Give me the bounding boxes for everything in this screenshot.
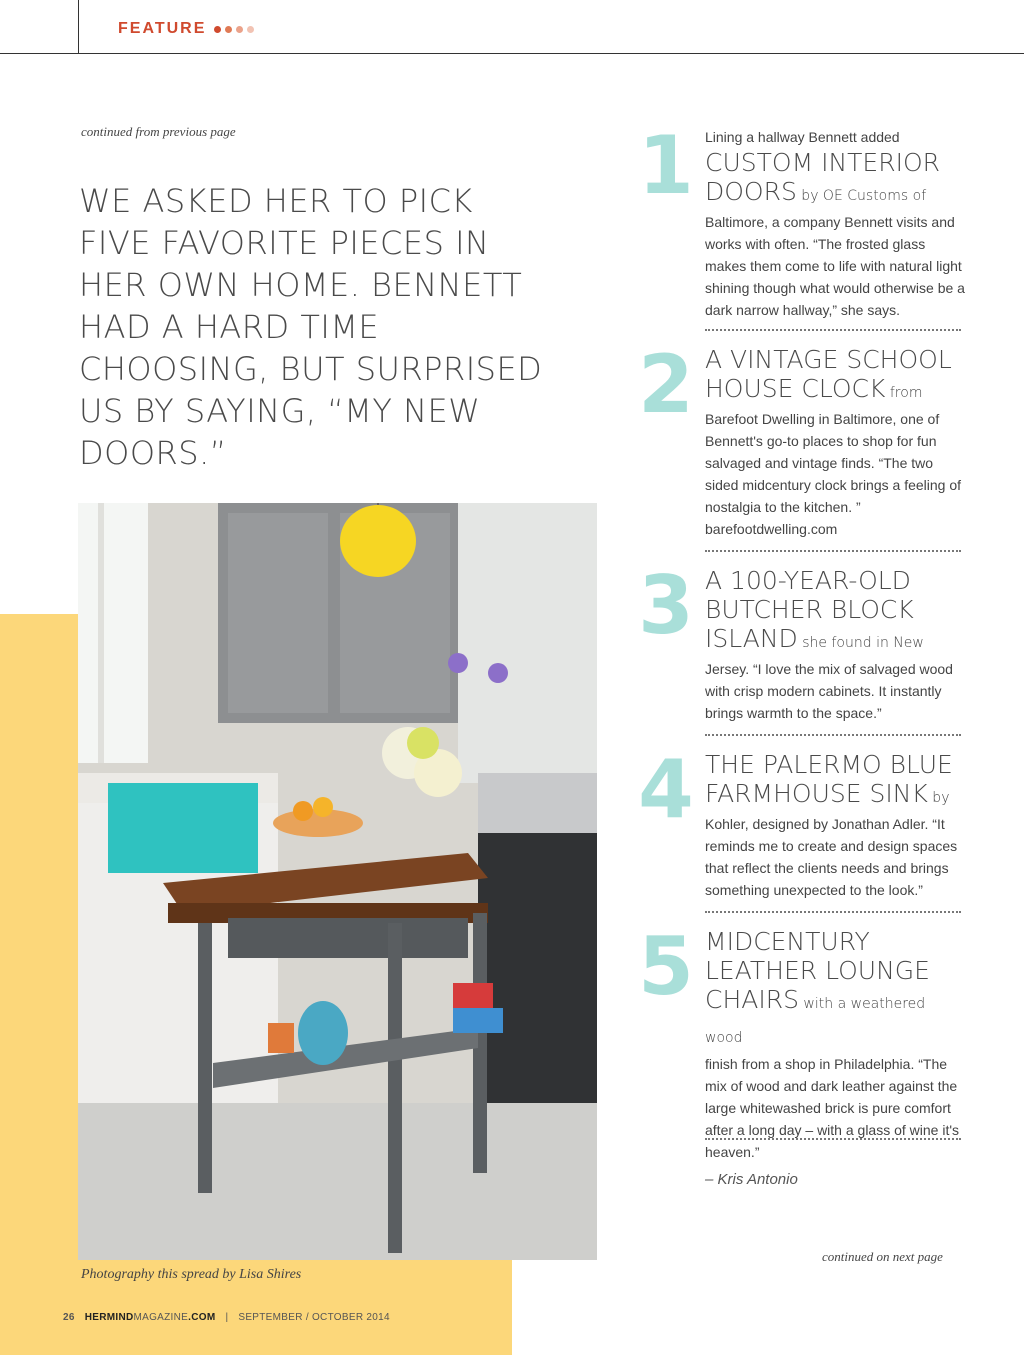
- section-dots: [214, 26, 254, 33]
- list-item: [636, 119, 966, 326]
- item-headline: [705, 750, 967, 813]
- section-label: [118, 20, 254, 38]
- item-number: 2: [638, 338, 694, 431]
- page-number: 26: [63, 1312, 75, 1323]
- item-headline-text: A VINTAGE SCHOOL HOUSE CLOCK: [705, 345, 952, 403]
- item-number: 4: [638, 743, 694, 836]
- item-number: 3: [638, 559, 694, 652]
- issue-date: SEPTEMBER / OCTOBER 2014: [238, 1312, 390, 1323]
- continued-on-next: continued on next page: [822, 1249, 943, 1264]
- item-body: Barefoot Dwelling in Baltimore, one of Bennett's go-to places to shop for fun salvaged and vintage finds. “The two sided midcentury clock brings a feeling of nostalgia to the kitchen. ” barefootdwelling.com: [705, 411, 962, 537]
- list-item: [636, 559, 966, 726]
- dot-1: [214, 26, 221, 33]
- item-headline: [705, 566, 967, 658]
- item-divider: [705, 911, 961, 913]
- accent-block-left: [0, 614, 78, 1355]
- item-lead: Lining a hallway Bennett added: [705, 129, 900, 145]
- item-number: 1: [638, 119, 694, 212]
- item-headline-text: THE PALERMO BLUE FARMHOUSE SINK: [705, 750, 953, 808]
- site-name-part-3: .COM: [188, 1312, 216, 1323]
- item-headline-tail: with a weathered wood: [705, 996, 926, 1046]
- item-headline-tail: from: [885, 385, 923, 401]
- item-number: 5: [638, 920, 694, 1013]
- folio-separator: |: [225, 1312, 229, 1323]
- photo-credit: Photography this spread by Lisa Shires: [81, 1267, 302, 1282]
- item-body: finish from a shop in Philadelphia. “The mix of wood and dark leather against the large whitewashed brick is pure comfort after a long day – with a glass of wine it's heaven.”: [705, 1056, 960, 1160]
- item-headline-tail: she found in New: [797, 635, 924, 651]
- list-item: [636, 743, 966, 910]
- folio: [63, 1312, 390, 1323]
- item-text: [705, 566, 967, 724]
- site-name: [85, 1312, 216, 1323]
- item-headline-text: MIDCENTURY LEATHER LOUNGE CHAIRS: [705, 927, 930, 1014]
- list-item: [636, 920, 966, 1160]
- dot-3: [236, 26, 243, 33]
- item-headline-tail: by OE Customs of: [796, 188, 927, 204]
- site-name-part-1: HERMIND: [84, 1312, 134, 1323]
- item-text: [705, 345, 967, 540]
- pull-quote: WE ASKED HER TO PICK FIVE FAVORITE PIECES IN HER OWN HOME. BENNETT HAD A HARD TIME CHOOSING, BUT SURPRISED US BY SAYING, “MY NEW DOORS.”: [79, 182, 543, 472]
- item-headline: [705, 927, 967, 1053]
- section-label-text: FEATURE: [118, 20, 207, 37]
- item-divider: [705, 550, 961, 552]
- item-text: [705, 126, 967, 321]
- dot-2: [225, 26, 232, 33]
- item-headline: [705, 148, 967, 211]
- item-headline-text: A 100-YEAR-OLD BUTCHER BLOCK ISLAND: [705, 566, 914, 653]
- header-divider: [0, 53, 1024, 54]
- header-divider-vertical: [78, 0, 79, 54]
- item-divider: [705, 329, 961, 331]
- item-body: Kohler, designed by Jonathan Adler. “It reminds me to create and design spaces that reflect the clients needs and brings something unexpected to the look.”: [705, 816, 958, 898]
- item-divider: [705, 734, 961, 736]
- item-headline: [705, 345, 967, 408]
- item-headline-text: CUSTOM INTERIOR DOORS: [705, 148, 941, 206]
- item-divider: [705, 1138, 961, 1140]
- list-item: [636, 338, 966, 545]
- item-text: [705, 927, 967, 1163]
- item-body: Baltimore, a company Bennett visits and works with often. “The frosted glass makes them come to life with natural light shining though what would otherwise be a dark narrow hallway,” she says.: [705, 214, 965, 318]
- item-text: [705, 750, 967, 901]
- kitchen-photo: [78, 503, 597, 1260]
- item-headline-tail: by: [927, 790, 950, 806]
- site-name-part-2: MAGAZINE: [133, 1312, 189, 1323]
- continued-from-previous: continued from previous page: [81, 124, 236, 139]
- dot-4: [247, 26, 254, 33]
- item-body: Jersey. “I love the mix of salvaged wood with crisp modern cabinets. It instantly brings warmth to the space.”: [705, 661, 953, 721]
- author-signature: – Kris Antonio: [705, 1171, 798, 1188]
